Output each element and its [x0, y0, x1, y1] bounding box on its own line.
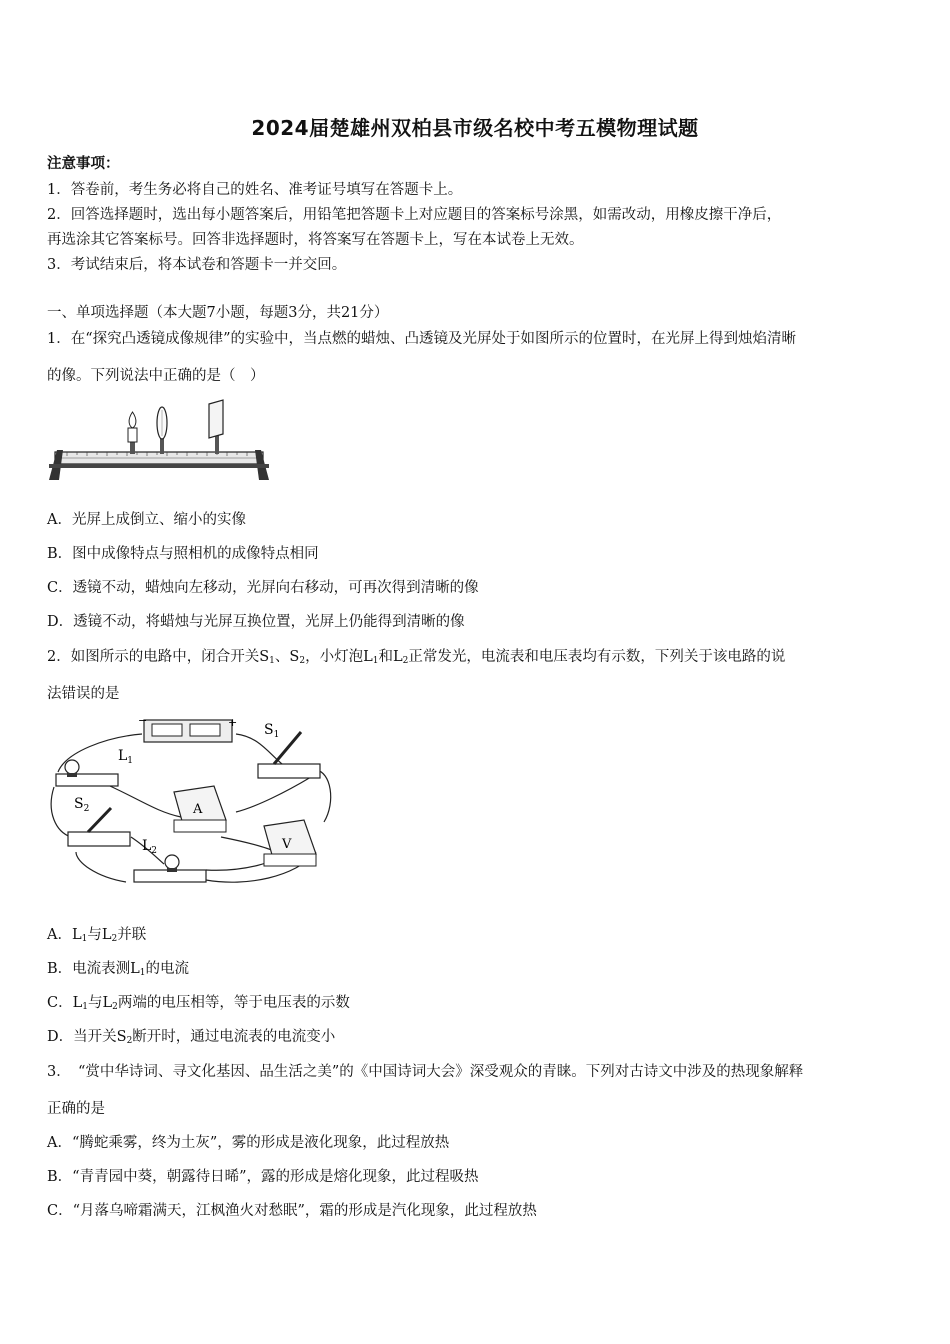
s1-label: $S_1$	[264, 722, 280, 740]
voltmeter-label: V	[282, 837, 292, 852]
notice-item-3: 3．考试结束后，将本试卷和答题卡一并交回。	[47, 257, 347, 273]
notice-item-2: 2．回答选择题时，选出每小题答案后，用铅笔把答题卡上对应题目的答案标号涂黑，如需改动，用橡皮擦干净后，	[47, 207, 782, 223]
lamp-l2	[134, 838, 206, 882]
ammeter-label: A	[193, 802, 203, 817]
q2-option-a: A．$L_1$与$L_2$并联	[47, 927, 147, 944]
optical-bench-figure	[47, 398, 272, 488]
l1-label: $L_1$	[118, 748, 134, 766]
battery-plus-label: +	[228, 716, 238, 729]
q3-option-a: A．“腾蛇乘雾，终为土灰”，雾的形成是液化现象，此过程放热	[47, 1135, 450, 1151]
q1-option-d: D．透镜不动，将蜡烛与光屏互换位置，光屏上仍能得到清晰的像	[47, 614, 465, 630]
optical-bench	[49, 450, 269, 480]
q3-stem-line1: 3． “赏中华诗词、寻文化基因、品生活之美”的《中国诗词大会》深受观众的青睐。下列对古诗文中涉及的热现象解释	[47, 1064, 804, 1080]
battery	[138, 714, 237, 742]
q3-stem-line2: 正确的是	[47, 1101, 105, 1117]
q3-option-b: B．“青青园中葵，朝露待日晞”，露的形成是熔化现象，此过程吸热	[47, 1169, 479, 1185]
notice-heading: 注意事项：	[47, 155, 120, 172]
q1-stem-line2: 的像。下列说法中正确的是（ ）	[47, 368, 265, 384]
lamp-l1	[56, 748, 133, 786]
q1-stem-line1: 1．在“探究凸透镜成像规律”的实验中，当点燃的蜡烛、凸透镜及光屏处于如图所示的位置时，在光屏上得到烛焰清晰	[47, 331, 797, 347]
circuit-figure	[46, 712, 336, 892]
q2-stem-line1: 2．如图所示的电路中，闭合开关$S_1$、$S_2$，小灯泡$L_1$和$L_2$正常发光，电流表和电压表均有示数，下列关于该电路的说	[47, 649, 786, 666]
candle	[128, 412, 137, 454]
s2-label: $S_2$	[74, 796, 90, 814]
q2-option-d: D．当开关$S_2$断开时，通过电流表的电流变小	[47, 1029, 336, 1046]
q1-option-b: B．图中成像特点与照相机的成像特点相同	[47, 546, 319, 562]
q2-option-b: B．电流表测$L_1$的电流	[47, 961, 190, 978]
q3-option-c: C．“月落乌啼霜满天，江枫渔火对愁眠”，霜的形成是汽化现象，此过程放热	[47, 1203, 537, 1219]
notice-item-2-cont: 再选涂其它答案标号。回答非选择题时，将答案写在答题卡上，写在本试卷上无效。	[47, 232, 584, 248]
ammeter	[174, 786, 226, 832]
section-heading: 一、单项选择题（本大题7小题，每题3分，共21分）	[47, 305, 389, 321]
notice-item-1: 1．答卷前，考生务必将自己的姓名、准考证号填写在答题卡上。	[47, 182, 463, 198]
voltmeter	[264, 820, 316, 866]
page-title: 2024届楚雄州双柏县市级名校中考五模物理试题	[251, 116, 699, 140]
q1-option-a: A．光屏上成倒立、缩小的实像	[47, 512, 246, 528]
switch-s2	[68, 796, 130, 846]
light-screen	[209, 400, 223, 454]
q2-stem-line2: 法错误的是	[47, 686, 120, 702]
battery-minus-label: −	[138, 714, 148, 727]
convex-lens	[157, 407, 167, 454]
l2-label: $L_2$	[142, 838, 158, 856]
q1-option-c: C．透镜不动，蜡烛向左移动，光屏向右移动，可再次得到清晰的像	[47, 580, 479, 596]
q2-option-c: C．$L_1$与$L_2$两端的电压相等，等于电压表的示数	[47, 995, 350, 1012]
